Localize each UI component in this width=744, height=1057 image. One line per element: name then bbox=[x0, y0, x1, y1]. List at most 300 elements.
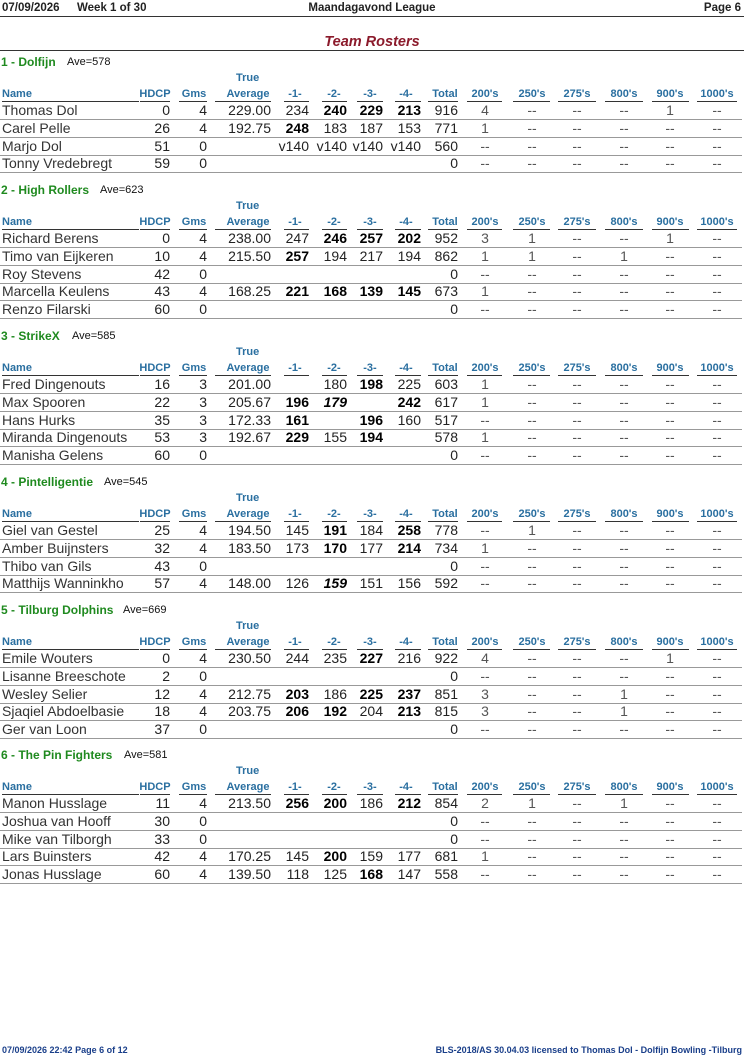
game-3-score: 186 bbox=[359, 795, 383, 811]
col-header-c800: 800's bbox=[610, 636, 638, 648]
game-2-score: 159 bbox=[323, 575, 347, 592]
row-divider bbox=[0, 883, 742, 884]
count-275s: -- bbox=[572, 265, 582, 282]
count-900s: -- bbox=[665, 667, 675, 684]
count-275s: -- bbox=[572, 650, 582, 666]
count-200s: -- bbox=[480, 866, 490, 883]
game-2-score: 240 bbox=[323, 102, 347, 118]
col-header-true: True bbox=[236, 620, 260, 632]
player-hdcp: 42 bbox=[154, 265, 170, 282]
player-name: Carel Pelle bbox=[2, 119, 71, 136]
player-games: 4 bbox=[199, 866, 207, 883]
count-800s: -- bbox=[619, 230, 629, 246]
col-header-gms: Gms bbox=[181, 88, 207, 100]
row-divider bbox=[0, 172, 742, 173]
count-200s: 1 bbox=[481, 119, 489, 136]
count-250s: -- bbox=[527, 721, 537, 738]
col-header-g4: -4- bbox=[399, 781, 413, 793]
player-games: 0 bbox=[199, 812, 207, 829]
count-800s: -- bbox=[619, 411, 629, 428]
series-total: 0 bbox=[450, 667, 458, 684]
roster-row bbox=[0, 429, 744, 447]
series-total: 558 bbox=[434, 866, 458, 883]
roster-row bbox=[0, 721, 744, 739]
count-275s: -- bbox=[572, 393, 582, 410]
count-900s: -- bbox=[665, 119, 675, 136]
team-average: Ave=585 bbox=[72, 330, 116, 342]
series-total: 815 bbox=[434, 703, 458, 720]
count-250s: -- bbox=[527, 102, 537, 118]
player-name: Jonas Husslage bbox=[2, 866, 102, 883]
count-250s: -- bbox=[527, 301, 537, 318]
col-header-g1: -1- bbox=[288, 508, 302, 520]
col-header-total: Total bbox=[432, 362, 458, 374]
series-total: 603 bbox=[434, 376, 458, 392]
game-1-score: 244 bbox=[285, 650, 309, 666]
count-800s: -- bbox=[619, 721, 629, 738]
player-games: 4 bbox=[199, 522, 207, 538]
player-name: Lars Buinsters bbox=[2, 848, 92, 865]
count-800s: -- bbox=[619, 667, 629, 684]
player-name: Ger van Loon bbox=[2, 721, 87, 738]
col-header-c200: 200's bbox=[471, 88, 499, 100]
count-900s: -- bbox=[665, 393, 675, 410]
player-name: Richard Berens bbox=[2, 230, 99, 246]
series-total: 592 bbox=[434, 575, 458, 592]
count-200s: -- bbox=[480, 155, 490, 172]
count-800s: -- bbox=[619, 830, 629, 847]
roster-row bbox=[0, 813, 744, 831]
player-hdcp: 60 bbox=[154, 866, 170, 883]
count-900s: -- bbox=[665, 247, 675, 264]
game-4-score: 212 bbox=[397, 795, 421, 811]
count-1000s: -- bbox=[712, 119, 722, 136]
game-3-score: 184 bbox=[359, 522, 383, 538]
game-1-score: 173 bbox=[285, 539, 309, 556]
count-800s: -- bbox=[619, 447, 629, 464]
count-250s: -- bbox=[527, 557, 537, 574]
col-header-average: Average bbox=[226, 88, 270, 100]
count-900s: -- bbox=[665, 703, 675, 720]
player-games: 4 bbox=[199, 247, 207, 264]
player-name: Miranda Dingenouts bbox=[2, 429, 128, 446]
player-games: 0 bbox=[199, 557, 207, 574]
count-200s: 3 bbox=[481, 685, 489, 702]
game-1-score: 234 bbox=[285, 102, 309, 118]
game-1-score: 221 bbox=[285, 283, 309, 300]
count-900s: -- bbox=[665, 812, 675, 829]
player-games: 3 bbox=[199, 429, 207, 446]
count-800s: -- bbox=[619, 155, 629, 172]
team-name: 2 - High Rollers bbox=[1, 183, 90, 197]
col-header-average: Average bbox=[226, 636, 270, 648]
game-2-score: 179 bbox=[323, 393, 347, 410]
count-275s: -- bbox=[572, 155, 582, 172]
player-hdcp: 2 bbox=[162, 667, 170, 684]
player-hdcp: 0 bbox=[162, 102, 170, 118]
count-900s: -- bbox=[665, 795, 675, 811]
col-header-g3: -3- bbox=[363, 508, 377, 520]
count-800s: -- bbox=[619, 301, 629, 318]
player-games: 0 bbox=[199, 830, 207, 847]
col-header-gms: Gms bbox=[181, 781, 207, 793]
col-header-hdcp: HDCP bbox=[139, 362, 171, 374]
col-header-hdcp: HDCP bbox=[139, 508, 171, 520]
count-275s: -- bbox=[572, 866, 582, 883]
count-275s: -- bbox=[572, 376, 582, 392]
player-name: Lisanne Breeschote bbox=[2, 667, 126, 684]
col-header-g2: -2- bbox=[327, 88, 341, 100]
col-header-c250: 250's bbox=[518, 636, 546, 648]
footer-right: BLS-2018/AS 30.04.03 licensed to Thomas Dol - Dolfijn Bowling -Tilburg bbox=[435, 1045, 742, 1055]
game-1-score: 257 bbox=[285, 247, 309, 264]
player-name: Roy Stevens bbox=[2, 265, 82, 282]
count-200s: 1 bbox=[481, 848, 489, 865]
col-header-c900: 900's bbox=[656, 508, 684, 520]
series-total: 922 bbox=[434, 650, 458, 666]
count-1000s: -- bbox=[712, 667, 722, 684]
player-name: Wesley Selier bbox=[2, 685, 88, 702]
col-header-gms: Gms bbox=[181, 362, 207, 374]
page-header bbox=[0, 2, 744, 17]
roster-row bbox=[0, 447, 744, 465]
player-average: 212.75 bbox=[228, 685, 271, 702]
series-total: 0 bbox=[450, 447, 458, 464]
game-3-score: 204 bbox=[359, 703, 383, 720]
count-900s: -- bbox=[665, 721, 675, 738]
game-3-score: 159 bbox=[359, 848, 383, 865]
count-900s: -- bbox=[665, 539, 675, 556]
col-header-c800: 800's bbox=[610, 216, 638, 228]
count-200s: 2 bbox=[481, 795, 489, 811]
roster-row bbox=[0, 686, 744, 704]
roster-row bbox=[0, 412, 744, 430]
count-1000s: -- bbox=[712, 247, 722, 264]
count-900s: -- bbox=[665, 830, 675, 847]
col-header-c900: 900's bbox=[656, 636, 684, 648]
col-header-hdcp: HDCP bbox=[139, 216, 171, 228]
player-games: 4 bbox=[199, 102, 207, 118]
game-1-score: 145 bbox=[285, 522, 309, 538]
player-games: 4 bbox=[199, 703, 207, 720]
count-1000s: -- bbox=[712, 447, 722, 464]
count-275s: -- bbox=[572, 721, 582, 738]
count-250s: -- bbox=[527, 447, 537, 464]
col-header-g1: -1- bbox=[288, 636, 302, 648]
count-800s: 1 bbox=[620, 795, 628, 811]
count-900s: -- bbox=[665, 522, 675, 538]
count-800s: 1 bbox=[620, 685, 628, 702]
game-1-score: 256 bbox=[285, 795, 309, 811]
count-200s: -- bbox=[480, 265, 490, 282]
roster-row bbox=[0, 650, 744, 668]
game-4-score: 202 bbox=[397, 230, 421, 246]
player-average: 183.50 bbox=[228, 539, 271, 556]
col-header-c800: 800's bbox=[610, 508, 638, 520]
col-header-c200: 200's bbox=[471, 636, 499, 648]
count-800s: -- bbox=[619, 393, 629, 410]
roster-row bbox=[0, 831, 744, 849]
series-total: 778 bbox=[434, 522, 458, 538]
count-800s: -- bbox=[619, 848, 629, 865]
col-header-average: Average bbox=[226, 781, 270, 793]
col-header-gms: Gms bbox=[181, 508, 207, 520]
col-header-name: Name bbox=[2, 216, 32, 228]
game-4-score: 145 bbox=[397, 283, 421, 300]
game-2-score: 170 bbox=[323, 539, 347, 556]
count-1000s: -- bbox=[712, 522, 722, 538]
count-275s: -- bbox=[572, 575, 582, 592]
count-900s: -- bbox=[665, 429, 675, 446]
count-250s: -- bbox=[527, 411, 537, 428]
col-header-g1: -1- bbox=[288, 362, 302, 374]
player-hdcp: 26 bbox=[154, 119, 170, 136]
col-header-g3: -3- bbox=[363, 362, 377, 374]
count-250s: -- bbox=[527, 155, 537, 172]
col-header-gms: Gms bbox=[181, 636, 207, 648]
count-250s: -- bbox=[527, 667, 537, 684]
col-header-true: True bbox=[236, 346, 260, 358]
game-4-score: v140 bbox=[390, 137, 421, 154]
col-header-c250: 250's bbox=[518, 508, 546, 520]
team-average: Ave=581 bbox=[124, 749, 168, 761]
game-1-score: 161 bbox=[285, 411, 309, 428]
game-3-score: 227 bbox=[359, 650, 383, 666]
count-275s: -- bbox=[572, 447, 582, 464]
count-1000s: -- bbox=[712, 137, 722, 154]
series-total: 0 bbox=[450, 721, 458, 738]
roster-row bbox=[0, 866, 744, 884]
count-1000s: -- bbox=[712, 795, 722, 811]
player-average: 230.50 bbox=[228, 650, 271, 666]
count-250s: -- bbox=[527, 429, 537, 446]
count-1000s: -- bbox=[712, 575, 722, 592]
count-200s: 4 bbox=[481, 650, 489, 666]
game-3-score: 257 bbox=[359, 230, 383, 246]
count-200s: 3 bbox=[481, 230, 489, 246]
col-header-g3: -3- bbox=[363, 216, 377, 228]
col-header-g3: -3- bbox=[363, 88, 377, 100]
count-275s: -- bbox=[572, 102, 582, 118]
player-games: 0 bbox=[199, 301, 207, 318]
count-275s: -- bbox=[572, 685, 582, 702]
player-games: 4 bbox=[199, 119, 207, 136]
col-header-c250: 250's bbox=[518, 216, 546, 228]
col-header-true: True bbox=[236, 492, 260, 504]
count-900s: 1 bbox=[666, 102, 674, 118]
col-header-c275: 275's bbox=[563, 88, 591, 100]
game-3-score: 196 bbox=[359, 411, 383, 428]
series-total: 673 bbox=[434, 283, 458, 300]
team-name: 3 - StrikeX bbox=[1, 329, 60, 343]
col-header-g4: -4- bbox=[399, 216, 413, 228]
game-4-score: 213 bbox=[397, 102, 421, 118]
series-total: 0 bbox=[450, 557, 458, 574]
game-4-score: 194 bbox=[397, 247, 421, 264]
col-header-average: Average bbox=[226, 216, 270, 228]
count-200s: 3 bbox=[481, 703, 489, 720]
game-4-score: 147 bbox=[397, 866, 421, 883]
col-header-g1: -1- bbox=[288, 781, 302, 793]
count-250s: -- bbox=[527, 848, 537, 865]
game-2-score: 246 bbox=[323, 230, 347, 246]
roster-row bbox=[0, 248, 744, 266]
game-2-score: v140 bbox=[316, 137, 347, 154]
game-3-score: 217 bbox=[359, 247, 383, 264]
player-hdcp: 22 bbox=[154, 393, 170, 410]
count-1000s: -- bbox=[712, 265, 722, 282]
col-header-c275: 275's bbox=[563, 362, 591, 374]
count-200s: -- bbox=[480, 411, 490, 428]
col-header-g3: -3- bbox=[363, 781, 377, 793]
player-name: Joshua van Hooff bbox=[2, 812, 111, 829]
count-800s: -- bbox=[619, 866, 629, 883]
roster-row bbox=[0, 540, 744, 558]
game-2-score: 194 bbox=[323, 247, 347, 264]
col-header-c800: 800's bbox=[610, 781, 638, 793]
count-275s: -- bbox=[572, 703, 582, 720]
count-900s: 1 bbox=[666, 230, 674, 246]
team-average: Ave=623 bbox=[100, 184, 144, 196]
col-header-c1000: 1000's bbox=[700, 362, 734, 374]
count-275s: -- bbox=[572, 557, 582, 574]
team-average: Ave=669 bbox=[123, 604, 167, 616]
count-900s: 1 bbox=[666, 650, 674, 666]
player-name: Amber Buijnsters bbox=[2, 539, 109, 556]
count-1000s: -- bbox=[712, 393, 722, 410]
count-900s: -- bbox=[665, 685, 675, 702]
count-200s: -- bbox=[480, 667, 490, 684]
player-hdcp: 16 bbox=[154, 376, 170, 392]
player-hdcp: 59 bbox=[154, 155, 170, 172]
count-200s: -- bbox=[480, 812, 490, 829]
count-200s: 1 bbox=[481, 539, 489, 556]
col-header-g4: -4- bbox=[399, 508, 413, 520]
player-name: Thibo van Gils bbox=[2, 557, 92, 574]
row-divider bbox=[0, 592, 742, 593]
player-name: Manisha Gelens bbox=[2, 447, 104, 464]
col-header-g2: -2- bbox=[327, 508, 341, 520]
col-header-name: Name bbox=[2, 781, 32, 793]
count-1000s: -- bbox=[712, 429, 722, 446]
count-1000s: -- bbox=[712, 102, 722, 118]
game-4-score: 242 bbox=[397, 393, 421, 410]
game-4-score: 214 bbox=[397, 539, 421, 556]
col-header-c200: 200's bbox=[471, 362, 499, 374]
roster-row bbox=[0, 848, 744, 866]
roster-row bbox=[0, 668, 744, 686]
series-total: 0 bbox=[450, 830, 458, 847]
team-name: 1 - Dolfijn bbox=[1, 55, 56, 69]
player-games: 4 bbox=[199, 283, 207, 300]
game-4-score: 213 bbox=[397, 703, 421, 720]
player-games: 3 bbox=[199, 411, 207, 428]
player-average: 170.25 bbox=[228, 848, 271, 865]
player-games: 4 bbox=[199, 230, 207, 246]
count-1000s: -- bbox=[712, 411, 722, 428]
col-header-c1000: 1000's bbox=[700, 508, 734, 520]
row-divider bbox=[0, 738, 742, 739]
game-3-score: 151 bbox=[359, 575, 383, 592]
game-3-score: 198 bbox=[359, 376, 383, 392]
game-4-score: 156 bbox=[397, 575, 421, 592]
count-1000s: -- bbox=[712, 721, 722, 738]
game-1-score: 203 bbox=[285, 685, 309, 702]
count-200s: -- bbox=[480, 721, 490, 738]
player-average: 201.00 bbox=[228, 376, 271, 392]
player-hdcp: 35 bbox=[154, 411, 170, 428]
player-name: Manon Husslage bbox=[2, 795, 108, 811]
roster-row bbox=[0, 795, 744, 813]
player-games: 0 bbox=[199, 265, 207, 282]
player-hdcp: 30 bbox=[154, 812, 170, 829]
player-name: Max Spooren bbox=[2, 393, 86, 410]
series-total: 560 bbox=[434, 137, 458, 154]
player-average: 215.50 bbox=[228, 247, 271, 264]
count-800s: -- bbox=[619, 137, 629, 154]
player-average: 139.50 bbox=[228, 866, 271, 883]
col-header-total: Total bbox=[432, 216, 458, 228]
series-total: 854 bbox=[434, 795, 458, 811]
count-900s: -- bbox=[665, 557, 675, 574]
count-1000s: -- bbox=[712, 703, 722, 720]
count-275s: -- bbox=[572, 539, 582, 556]
game-2-score: 191 bbox=[323, 522, 347, 538]
series-total: 0 bbox=[450, 265, 458, 282]
count-275s: -- bbox=[572, 230, 582, 246]
game-4-score: 153 bbox=[397, 119, 421, 136]
series-total: 916 bbox=[434, 102, 458, 118]
player-hdcp: 42 bbox=[154, 848, 170, 865]
count-1000s: -- bbox=[712, 283, 722, 300]
col-header-c275: 275's bbox=[563, 216, 591, 228]
count-250s: -- bbox=[527, 650, 537, 666]
count-250s: -- bbox=[527, 812, 537, 829]
count-275s: -- bbox=[572, 667, 582, 684]
roster-row bbox=[0, 575, 744, 593]
count-900s: -- bbox=[665, 848, 675, 865]
count-800s: -- bbox=[619, 557, 629, 574]
player-average: 205.67 bbox=[228, 393, 271, 410]
count-275s: -- bbox=[572, 848, 582, 865]
player-average: 238.00 bbox=[228, 230, 271, 246]
footer-left: 07/09/2026 22:42 Page 6 of 12 bbox=[2, 1045, 128, 1055]
player-games: 4 bbox=[199, 848, 207, 865]
col-header-name: Name bbox=[2, 508, 32, 520]
player-hdcp: 43 bbox=[154, 283, 170, 300]
count-275s: -- bbox=[572, 522, 582, 538]
count-250s: 1 bbox=[528, 522, 536, 538]
count-1000s: -- bbox=[712, 155, 722, 172]
header-date: 07/09/2026 bbox=[2, 2, 60, 14]
game-1-score: 126 bbox=[285, 575, 309, 592]
player-name: Marjo Dol bbox=[2, 137, 62, 154]
count-1000s: -- bbox=[712, 830, 722, 847]
player-average: 229.00 bbox=[228, 102, 271, 118]
col-header-c800: 800's bbox=[610, 88, 638, 100]
col-header-average: Average bbox=[226, 362, 270, 374]
game-1-score: 247 bbox=[285, 230, 309, 246]
player-average: 203.75 bbox=[228, 703, 271, 720]
player-average: 172.33 bbox=[228, 411, 271, 428]
player-name: Hans Hurks bbox=[2, 411, 76, 428]
count-275s: -- bbox=[572, 137, 582, 154]
count-250s: -- bbox=[527, 283, 537, 300]
roster-row bbox=[0, 522, 744, 540]
col-header-g3: -3- bbox=[363, 636, 377, 648]
count-900s: -- bbox=[665, 575, 675, 592]
count-800s: -- bbox=[619, 376, 629, 392]
